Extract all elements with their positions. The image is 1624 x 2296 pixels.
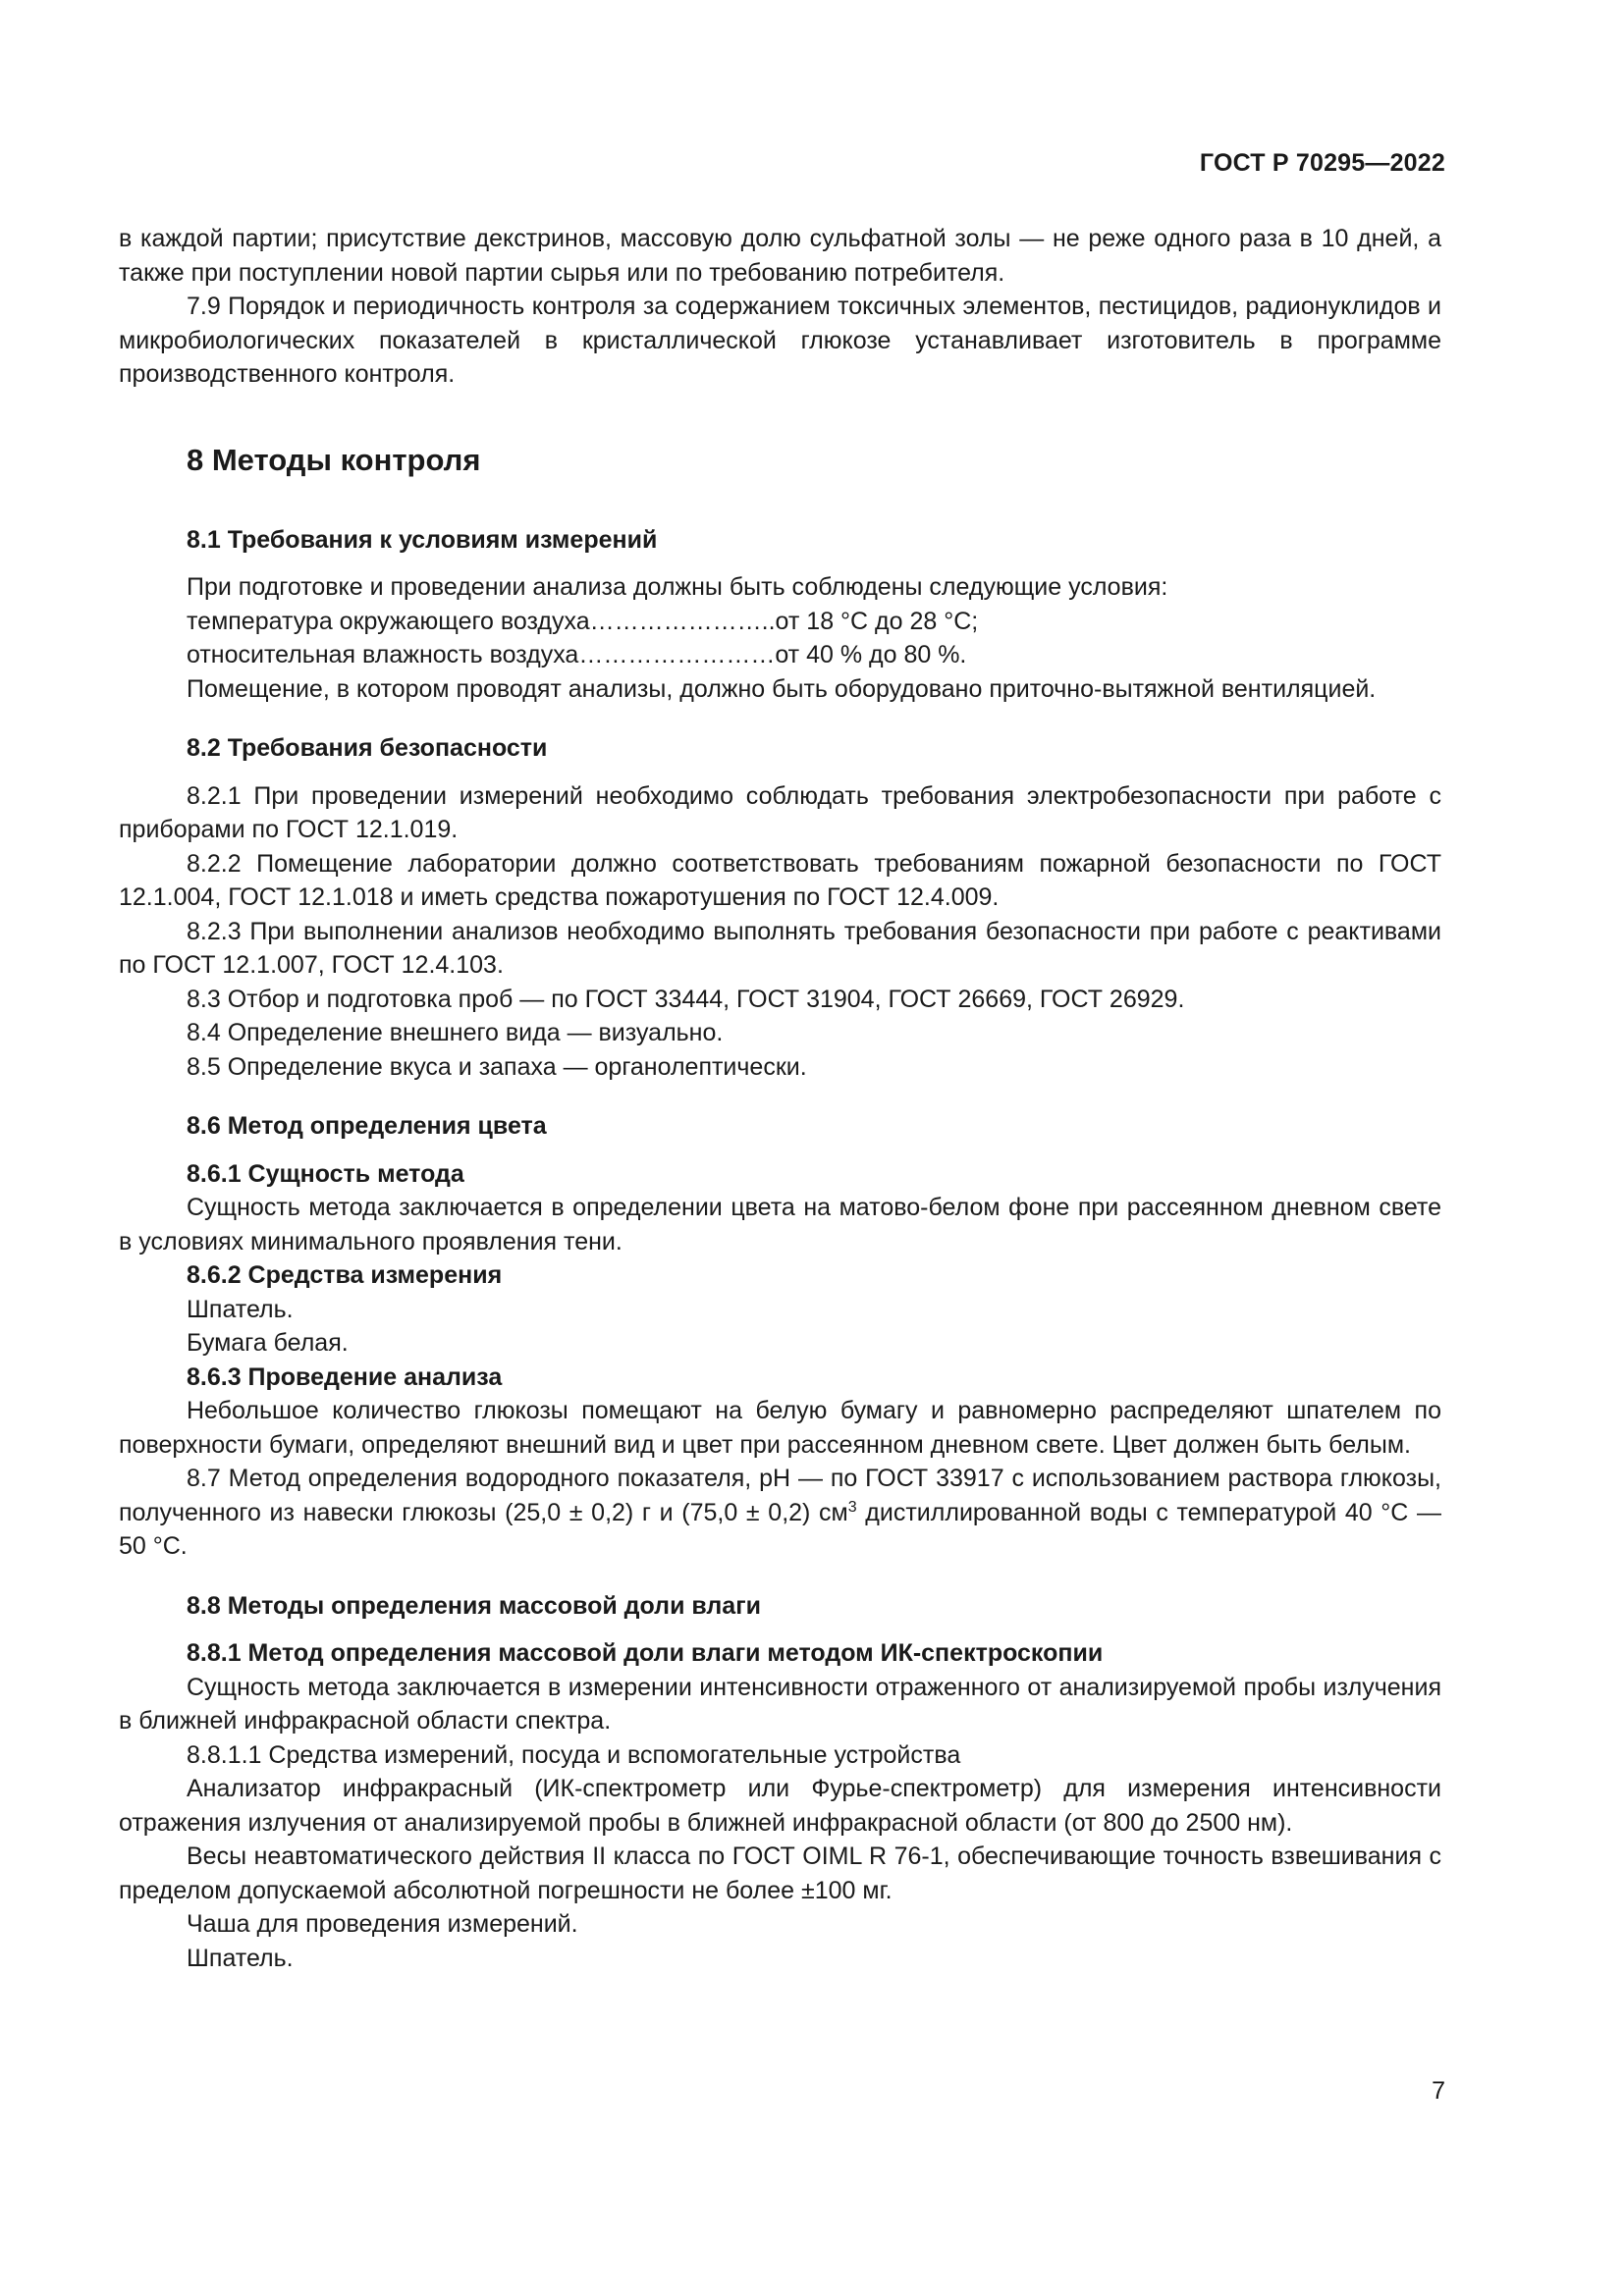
paragraph-8-4: 8.4 Определение внешнего вида — визуально. (187, 1019, 724, 1046)
heading-8-8: 8.8 Методы определения массовой доли влаги (187, 1591, 761, 1620)
paragraph-8-7-text-end: дистиллированной воды с температурой 40 °С — 50 °С. (119, 1498, 1441, 1560)
paragraph-8-1-temperature: температура окружающего воздуха…………………..от 18 °С до 28 °С; (187, 607, 979, 635)
paragraph-8-6-3: Небольшое количество глюкозы помещают на белую бумагу и равномерно распределяют шпателем по поверхности бумаги, определяют внешний вид и цвет при рассеянном дневном свете. Цвет должен быть белым. (119, 1397, 1441, 1459)
paragraph-8-8-1-1: 8.8.1.1 Средства измерений, посуда и вспомогательные устройства (187, 1740, 961, 1769)
paragraph-8-2-3: 8.2.3 При выполнении анализов необходимо выполнять требования безопасности при работе с реактивами по ГОСТ 12.1.007, ГОСТ 12.4.103. (119, 917, 1441, 979)
paragraph-7-9: 7.9 Порядок и периодичность контроля за содержанием токсичных элементов, пестицидов, радионуклидов и микробиологических показателей в кристаллической глюкозе устанавливает изготовитель в программе производственного контроля. (119, 293, 1441, 388)
paragraph-8-2-2: 8.2.2 Помещение лаборатории должно соответствовать требованиям пожарной безопасности по ГОСТ 12.1.004, ГОСТ 12.1.018 и иметь средства пожаротушения по ГОСТ 12.4.009. (119, 849, 1441, 911)
paragraph-spatula: Шпатель. (187, 1944, 294, 1972)
paragraph-bowl: Чаша для проведения измерений. (187, 1910, 578, 1938)
paragraph-8-1-conditions: При подготовке и проведении анализа должны быть соблюдены следующие условия: (187, 573, 1168, 601)
document-header-code: ГОСТ Р 70295—2022 (1199, 149, 1445, 177)
paragraph-analyzer: Анализатор инфракрасный (ИК-спектрометр или Фурье-спектрометр) для измерения интенсивности отражения излучения от анализируемой пробы в ближней инфракрасной области (от 800 до 2500 нм). (119, 1775, 1441, 1837)
paragraph-continuation: в каждой партии; присутствие декстринов, массовую долю сульфатной золы — не реже одного раза в 10 дней, а также при поступлении новой партии сырья или по требованию потребителя. (119, 225, 1441, 287)
paragraph-8-6-2-spatula: Шпатель. (187, 1295, 294, 1323)
heading-8-8-1: 8.8.1 Метод определения массовой доли влаги методом ИК-спектроскопии (187, 1639, 1104, 1667)
paragraph-8-1-room: Помещение, в котором проводят анализы, должно быть оборудовано приточно-вытяжной вентиляцией. (187, 674, 1377, 703)
paragraph-8-6-1: Сущность метода заключается в определении цвета на матово-белом фоне при рассеянном дневном свете в условиях минимального проявления тени. (119, 1194, 1441, 1255)
paragraph-8-1-humidity: относительная влажность воздуха……………………от 40 % до 80 %. (187, 641, 967, 668)
heading-8-1: 8.1 Требования к условиям измерений (187, 525, 658, 554)
heading-8-6-3: 8.6.3 Проведение анализа (187, 1362, 503, 1391)
paragraph-8-8-1: Сущность метода заключается в измерении интенсивности отраженного от анализируемой пробы излучения в ближней инфракрасной области спектра. (119, 1673, 1441, 1735)
paragraph-8-6-2-paper: Бумага белая. (187, 1329, 349, 1357)
paragraph-8-2-1: 8.2.1 При проведении измерений необходимо соблюдать требования электробезопасности при работе с приборами по ГОСТ 12.1.019. (119, 781, 1441, 843)
heading-8-6-2: 8.6.2 Средства измерения (187, 1261, 503, 1289)
heading-8-6-1: 8.6.1 Сущность метода (187, 1159, 464, 1188)
paragraph-8-7 (119, 1462, 1441, 1564)
heading-8-6: 8.6 Метод определения цвета (187, 1112, 547, 1140)
section-8-title: 8 Методы контроля (187, 442, 481, 477)
paragraph-8-7-text: 8.7 Метод определения водородного показателя, pH — по ГОСТ 33917 с использованием раствора глюкозы, полученного из навески глюкозы (25,0 ± 0,2) г и (75,0 ± 0,2) см (119, 1465, 1441, 1526)
paragraph-8-5: 8.5 Определение вкуса и запаха — органолептически. (187, 1052, 807, 1081)
page-number: 7 (1432, 2077, 1445, 2105)
paragraph-8-3: 8.3 Отбор и подготовка проб — по ГОСТ 33444, ГОСТ 31904, ГОСТ 26669, ГОСТ 26929. (187, 985, 1185, 1013)
paragraph-scales: Весы неавтоматического действия II класса по ГОСТ OIML R 76-1, обеспечивающие точность взвешивания с пределом допускаемой абсолютной погрешности не более ±100 мг. (119, 1842, 1441, 1904)
superscript-cube: 3 (847, 1498, 857, 1516)
heading-8-2: 8.2 Требования безопасности (187, 734, 548, 762)
document-body (119, 222, 1441, 1975)
